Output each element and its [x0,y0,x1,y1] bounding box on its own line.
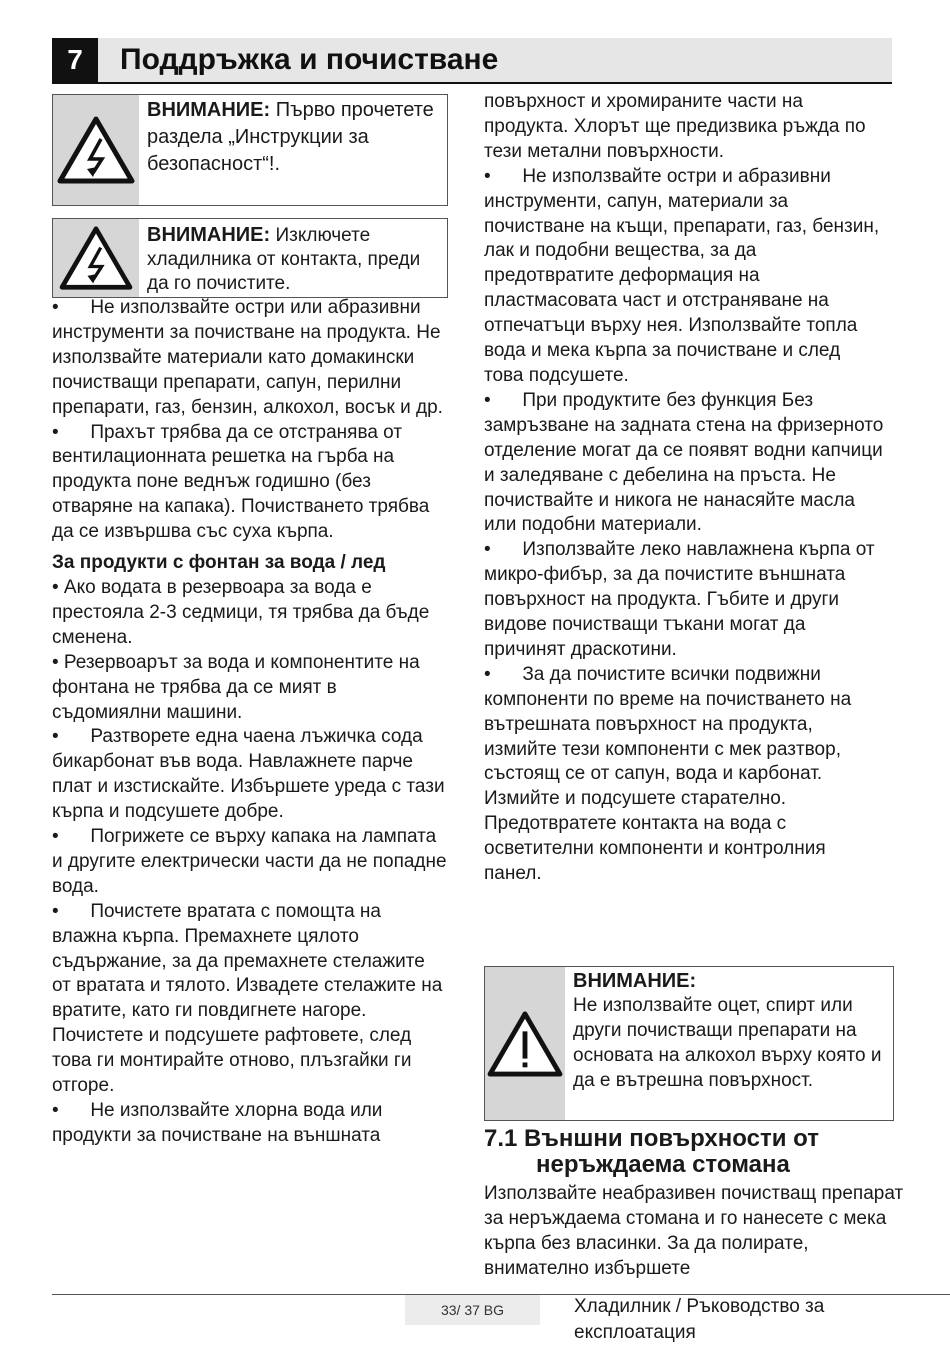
paragraph: • Не използвайте остри и абразивни инструменти, сапун, материали за почистване на къщи, препарати, газ, бензин, лак и подобни вещества, за да предотвратите деформация на пластмасовата част и отстраняване на отпечатъци върху нея. Използвайте топла вода и мека кърпа за почистване и след това подсушете. [484,165,880,386]
section-title-line1: 7.1 Външни повърхности от [484,1125,819,1152]
warning-icon-cell [485,967,565,1120]
warning-text-1 [139,95,447,205]
warning-title: ВНИМАНИЕ: [147,99,271,121]
warning-body: Изключете хладилника от контакта, преди да го почистите. [147,225,421,294]
footer-title: Хладилник / Ръководство за експлоатация [574,1296,825,1343]
chapter-title: Поддръжка и почистване [120,43,499,76]
warning-box-unplug [52,218,448,298]
warning-icon-cell [53,95,139,205]
electric-hazard-icon [58,225,134,291]
paragraph: • Прахът трябва да се отстранява от вентилационната решетка на гърба на продукта поне веднъж годишно (без отваряне на капака). Почистването трябва да се извършва със суха кърпа. [52,421,430,543]
paragraph: • Не използвайте остри или абразивни инструменти за почистване на продукта. Не използвайте материали като домакински почистващи препарати, сапун, перилни препарати, газ, бензин, алкохол, восък и др. [52,297,443,418]
warning-icon-cell [53,219,139,297]
section-body: Използвайте неабразивен почистващ препарат за неръждаема стомана и го нанесете с мека кърпа без власинки. За да полирате, внимателно избършете [484,1183,904,1279]
electric-hazard-icon [57,115,135,185]
paragraph: • Не използвайте хлорна вода или продукти за почистване на външната [52,1100,383,1146]
chapter-header [52,38,892,84]
paragraph: • За да почистите всички подвижни компоненти по време на почистването на вътрешната повърхност на продукта, измийте тези компоненти с мек разтвор, състоящ се от сапун, вода и карбонат. Измийте и подсушете старателно. Предотвратете контакта на вода с осветителни компоненти и контролния панел. [484,663,852,885]
warning-title: ВНИМАНИЕ: [573,970,697,992]
paragraph: • Погрижете се върху капака на лампата и другите електрически части да не попадне вода. [52,826,447,897]
right-column [484,90,884,887]
warning-text-2 [139,219,447,297]
section-title-line2: неръждаема стомана [536,1151,790,1178]
warning-body: Не използвайте оцет, спирт или други почистващи препарати на основата на алкохол върху която и да е вътрешна повърхност. [573,994,882,1091]
page-number: 33/ 37 BG [405,1295,540,1325]
warning-box-no-alcohol [484,966,894,1121]
warning-text-3 [565,967,893,1120]
paragraph: • При продуктите без функция Без замръзване на задната стена на фризерното отделение могат да се появят водни капчици и заледяване с дебелина на пръста. Не почиствайте и никога не нанасяйте масла или подобни материали. [484,389,884,536]
paragraph: • Почистете вратата с помощта на влажна кърпа. Премахнете цялото съдържание, за да премахнете стелажите от вратата и тялото. Извадете стелажите на вратите, като ги повдигнете нагоре. Почистете и подсушете рафтовете, след това ги монтирайте отново, плъзгайки ги отгоре. [52,900,443,1097]
chapter-number: 7 [52,38,98,82]
warning-body: Първо прочетете раздела „Инструкции за безопасност“!. [147,99,434,175]
paragraph: • Ако водата в резервоара за вода е престояла 2-3 седмици, тя трябва да бъде сменена. [52,576,430,648]
paragraph: • Резервоарът за вода и компонентите на фонтана не трябва да се мият в съдомиялни машини. [52,651,420,723]
section-heading-stainless-steel [484,1126,884,1178]
left-column [52,296,447,1149]
paragraph: повърхност и хромираните части на продукта. Хлорът ще предизвика ръжда по тези метални повърхности. [484,91,866,162]
warning-box-read-safety [52,94,448,206]
paragraph: • Използвайте леко навлажнена кърпа от микро-фибър, за да почистите външната повърхност на продукта. Гъбите и други видове почистващи тъкани могат да причинят драскотини. [484,539,875,660]
subheading-water-dispenser: За продукти с фонтан за вода / лед [52,552,386,574]
warning-title: ВНИМАНИЕ: [147,224,271,246]
paragraph: • Разтворете една чаена лъжичка сода бикарбонат във вода. Навлажнете парче плат и изстискайте. Избършете уреда с тази кърпа и подсушете добре. [52,726,445,823]
exclamation-warning-icon [487,1010,563,1078]
